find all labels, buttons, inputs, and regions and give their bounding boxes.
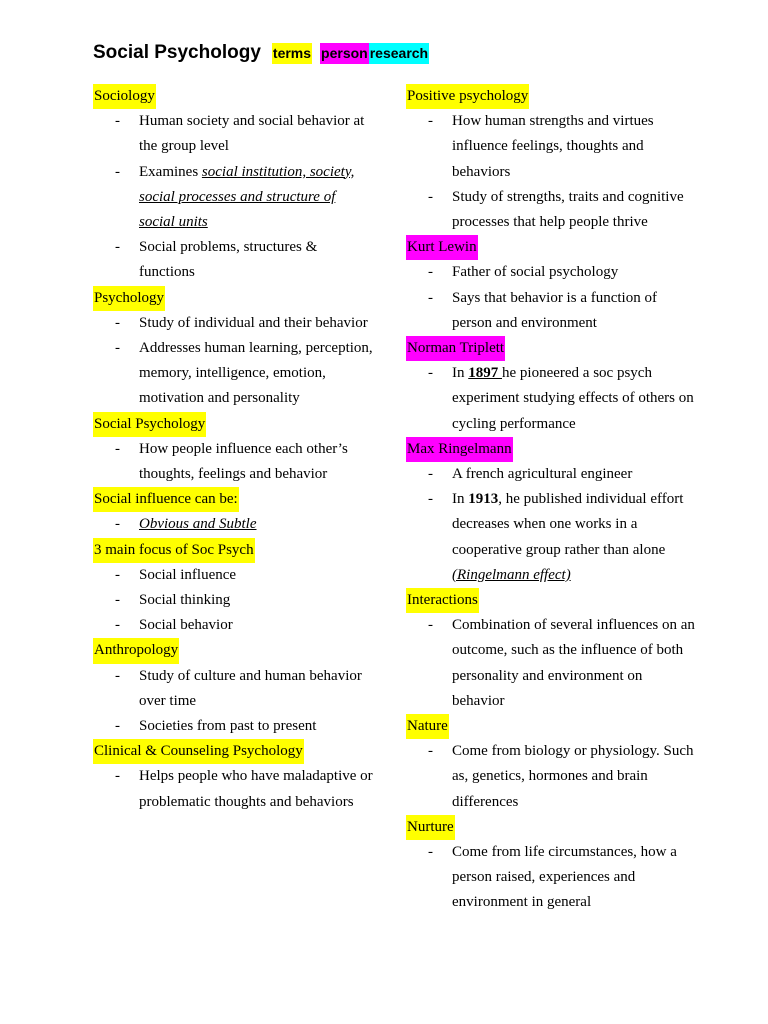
left-column: [93, 84, 373, 815]
list-item: - Says that behavior is a function of person and environment: [406, 286, 696, 336]
emphasis-text: (Ringelmann effect): [452, 566, 571, 583]
list-item: - Human society and social behavior at the group level: [93, 109, 373, 159]
list-item: - Examines social institution, society, social processes and structure of social units: [93, 160, 373, 236]
sociology-list: [93, 109, 373, 285]
section-positive-psychology: [406, 84, 696, 235]
bullet-dash: -: [428, 264, 433, 281]
list-item: [93, 512, 373, 537]
heading-interactions: Interactions: [406, 588, 479, 613]
legend-person: person: [320, 43, 369, 64]
section-norman-triplett: [406, 336, 696, 437]
list-item: - How human strengths and virtues influence feelings, thoughts and behaviors: [406, 109, 696, 185]
right-column: [406, 84, 696, 916]
bullet-dash: -: [115, 617, 120, 634]
nurture-list: [406, 840, 696, 916]
list-item: - Social influence: [93, 563, 373, 588]
heading-social-psychology: Social Psychology: [93, 412, 206, 437]
main-focus-list: [93, 563, 373, 639]
bullet-dash: -: [115, 113, 120, 130]
section-kurt-lewin: [406, 235, 696, 336]
section-nature: [406, 714, 696, 815]
title-row: [93, 42, 429, 64]
section-interactions: [406, 588, 696, 714]
list-item: - Come from biology or physiology. Such as, genetics, hormones and brain differences: [406, 739, 696, 815]
heading-nurture: Nurture: [406, 815, 455, 840]
list-item: - Social behavior: [93, 613, 373, 638]
heading-nature: Nature: [406, 714, 449, 739]
bullet-dash: -: [428, 843, 433, 860]
section-max-ringelmann: [406, 437, 696, 588]
bullet-dash: -: [428, 491, 433, 508]
year-text: 1897: [468, 365, 502, 382]
lewin-list: [406, 260, 696, 336]
anthropology-list: [93, 664, 373, 740]
list-item: - Study of culture and human behavior over time: [93, 664, 373, 714]
clinical-list: [93, 764, 373, 814]
bullet-dash: -: [115, 717, 120, 734]
bullet-dash: -: [115, 768, 120, 785]
section-anthropology: [93, 638, 373, 739]
heading-positive-psychology: Positive psychology: [406, 84, 529, 109]
list-item: - Social problems, structures & functions: [93, 235, 373, 285]
emphasis-text: social institution, society, social processes and structure of social units: [139, 163, 355, 230]
section-social-influence: [93, 487, 373, 537]
list-item: - Study of strengths, traits and cognitive processes that help people thrive: [406, 185, 696, 235]
legend-research: research: [369, 43, 429, 64]
list-item: - In 1897 he pioneered a soc psych experiment studying effects of others on cycling performance: [406, 361, 696, 437]
section-clinical: [93, 739, 373, 815]
list-item: - A french agricultural engineer: [406, 462, 696, 487]
social-psychology-list: [93, 437, 373, 487]
section-main-focus: [93, 538, 373, 639]
bullet-dash: -: [428, 617, 433, 634]
list-item: - Study of individual and their behavior: [93, 311, 373, 336]
heading-clinical: Clinical & Counseling Psychology: [93, 739, 304, 764]
heading-sociology: Sociology: [93, 84, 156, 109]
list-item: - Societies from past to present: [93, 714, 373, 739]
heading-main-focus: 3 main focus of Soc Psych: [93, 538, 255, 563]
bullet-dash: -: [115, 340, 120, 356]
positive-list: [406, 109, 696, 235]
bullet-dash: -: [115, 163, 120, 180]
social-influence-list: [93, 512, 373, 537]
ringelmann-list: [406, 462, 696, 588]
list-item: - Helps people who have maladaptive or problematic thoughts and behaviors: [93, 764, 373, 814]
bullet-dash: -: [115, 314, 120, 331]
psychology-list: [93, 311, 373, 412]
list-item: - How people influence each other’s thoughts, feelings and behavior: [93, 437, 373, 487]
list-item: - Father of social psychology: [406, 260, 696, 285]
bullet-dash: -: [428, 743, 433, 760]
heading-psychology: Psychology: [93, 286, 165, 311]
bullet-dash: -: [115, 516, 120, 533]
nature-list: [406, 739, 696, 815]
section-psychology: [93, 286, 373, 412]
page-title: Social Psychology: [93, 42, 261, 63]
bullet-dash: -: [428, 365, 433, 382]
interactions-list: [406, 613, 696, 714]
heading-anthropology: Anthropology: [93, 638, 179, 663]
section-nurture: [406, 815, 696, 916]
list-item: - Social thinking: [93, 588, 373, 613]
heading-max-ringelmann: Max Ringelmann: [406, 437, 513, 462]
heading-social-influence: Social influence can be:: [93, 487, 239, 512]
heading-norman-triplett: Norman Triplett: [406, 336, 505, 361]
bullet-dash: -: [115, 591, 120, 608]
section-sociology: [93, 84, 373, 286]
list-item: - In 1913, he published individual effort decreases when one works in a cooperative group rather than alone (Ringelmann effect): [406, 487, 696, 588]
bullet-dash: -: [115, 667, 120, 684]
bullet-dash: -: [428, 113, 433, 130]
year-text: 1913: [468, 491, 499, 508]
list-item: - Combination of several influences on an outcome, such as the influence of both personality and environment on behavior: [406, 613, 696, 714]
heading-kurt-lewin: Kurt Lewin: [406, 235, 478, 260]
bullet-dash: -: [428, 289, 433, 306]
bullet-dash: -: [115, 566, 120, 583]
bullet-dash: -: [428, 188, 433, 205]
list-item: - Come from life circumstances, how a person raised, experiences and environment in general: [406, 840, 696, 916]
section-social-psychology: [93, 412, 373, 488]
bullet-dash: -: [115, 239, 120, 256]
bullet-dash: -: [115, 440, 120, 457]
emphasis-text: Obvious and Subtle: [139, 516, 257, 533]
bullet-dash: -: [428, 465, 433, 482]
triplett-list: [406, 361, 696, 437]
legend-terms: terms: [272, 43, 312, 64]
list-item: - Addresses human learning, perception, memory, intelligence, emotion, motivation and personality: [93, 336, 373, 412]
